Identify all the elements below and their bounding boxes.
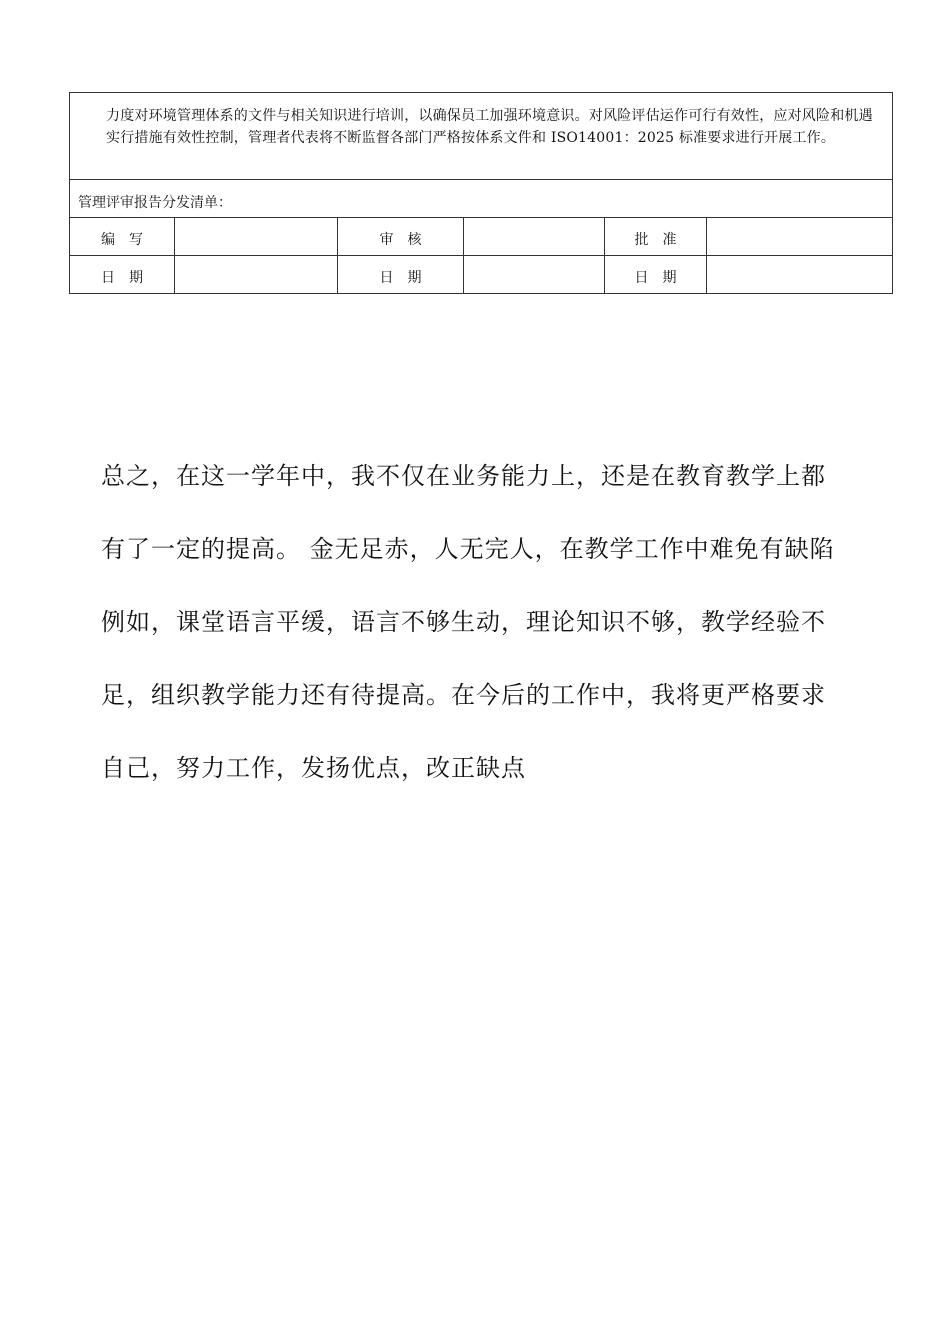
author-label: 编写 xyxy=(101,231,157,248)
approver-label-cell xyxy=(605,218,707,256)
summary-paragraph xyxy=(101,440,863,805)
signature-row xyxy=(70,218,893,256)
author-date-label-cell xyxy=(70,256,175,294)
summary-line-4: 足，组织教学能力还有待提高。在今后的工作中，我将更严格要求 xyxy=(101,681,826,709)
review-conclusion-cell xyxy=(70,93,893,180)
author-date-value-cell xyxy=(175,256,338,294)
reviewer-label: 审核 xyxy=(379,231,436,248)
distribution-list-label: 管理评审报告分发清单： xyxy=(78,194,232,211)
approver-label: 批准 xyxy=(634,231,691,248)
management-review-table xyxy=(69,92,893,294)
reviewer-date-value-cell xyxy=(464,256,605,294)
reviewer-date-label-cell xyxy=(338,256,464,294)
approver-date-label-cell xyxy=(605,256,707,294)
reviewer-date-label: 日期 xyxy=(379,269,436,286)
reviewer-label-cell xyxy=(338,218,464,256)
author-label-cell xyxy=(70,218,175,256)
summary-line-5: 自己，努力工作，发扬优点，改正缺点 xyxy=(101,754,526,782)
summary-line-2: 有了一定的提高。 金无足赤，人无完人，在教学工作中难免有缺陷 xyxy=(101,535,835,563)
date-row xyxy=(70,256,893,294)
approver-value-cell xyxy=(707,218,893,256)
summary-line-1: 总之，在这一学年中，我不仅在业务能力上，还是在教育教学上都 xyxy=(101,462,826,490)
review-conclusion-text: 力度对环境管理体系的文件与相关知识进行培训，以确保员工加强环境意识。对风险评估运作可行有效性，应对风险和机遇实行措施有效性控制，管理者代表将不断监督各部门严格按体系文件和 ISO14001：2025 标准要求进行开展工作。 xyxy=(106,108,873,146)
author-value-cell xyxy=(175,218,338,256)
distribution-list-cell xyxy=(70,180,893,218)
summary-line-3: 例如，课堂语言平缓，语言不够生动，理论知识不够，教学经验不 xyxy=(101,608,826,636)
approver-date-value-cell xyxy=(707,256,893,294)
author-date-label: 日期 xyxy=(101,269,157,286)
reviewer-value-cell xyxy=(464,218,605,256)
approver-date-label: 日期 xyxy=(634,269,691,286)
